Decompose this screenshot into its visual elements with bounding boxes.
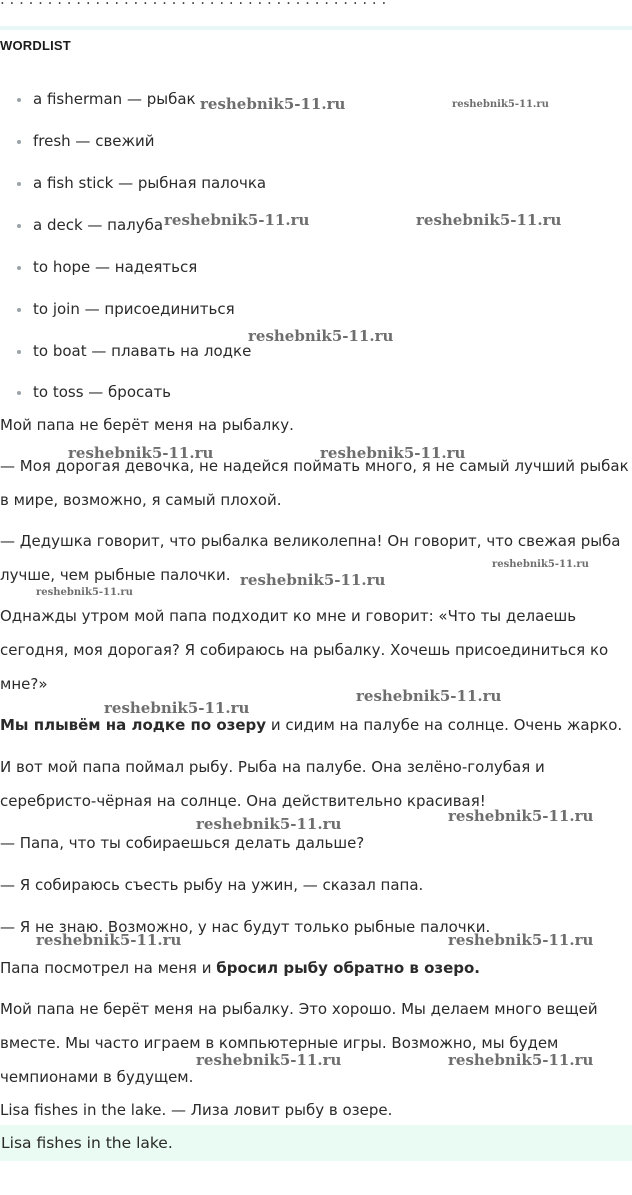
cropped-text-line [0, 0, 632, 4]
watermark-text: reshebnik5-11.ru [36, 587, 133, 598]
story-paragraph [0, 956, 632, 980]
story-paragraph: Мой папа не берёт меня на рыбалку. [0, 416, 294, 434]
wordlist-heading: WORDLIST [0, 38, 71, 53]
story-paragraph: Lisa fishes in the lake. — Лиза ловит рыбу в озере. [0, 1101, 393, 1119]
watermark-text: reshebnik5-11.ru [196, 815, 342, 833]
story-line: И вот мой папа поймал рыбу. Рыба на палубе. Она зелёно-голубая и [0, 758, 545, 776]
story-bold-phrase: Мы плывём на лодке по озеру [0, 716, 267, 734]
watermark-text: reshebnik5-11.ru [196, 1051, 342, 1069]
story-line: сегодня, моя дорогая? Я собираюсь на рыбалку. Хочешь присоединиться ко [0, 641, 609, 659]
watermark-text: reshebnik5-11.ru [240, 571, 386, 589]
story-line: в мире, возможно, я самый плохой. [0, 491, 282, 509]
story-paragraph: — Я не знаю. Возможно, у нас будут только рыбные палочки. [0, 918, 491, 936]
story-line: Папа посмотрел на меня и [0, 959, 217, 977]
watermark-text: reshebnik5-11.ru [492, 559, 589, 570]
story-line: чемпионами в будущем. [0, 1068, 194, 1086]
wordlist-item: a deck — палуба [0, 213, 163, 237]
story-paragraph: — Папа, что ты собираешься делать дальше? [0, 834, 365, 852]
wordlist-item: to join — присоединиться [0, 297, 235, 321]
watermark-text: reshebnik5-11.ru [104, 699, 250, 717]
story-paragraph: — Я собираюсь съесть рыбу на ужин, — сказал папа. [0, 876, 424, 894]
story-line: и сидим на палубе на солнце. Очень жарко. [266, 716, 623, 734]
watermark-text: reshebnik5-11.ru [68, 444, 214, 462]
watermark-text: reshebnik5-11.ru [448, 931, 594, 949]
top-cropped-strip [0, 0, 632, 30]
story-line: Однажды утром мой папа подходит ко мне и говорит: «Что ты делаешь [0, 607, 577, 625]
wordlist-item: a fish stick — рыбная палочка [0, 171, 266, 195]
wordlist-item: to toss — бросать [0, 380, 171, 404]
watermark-text: reshebnik5-11.ru [416, 211, 562, 229]
story-paragraph [0, 750, 632, 818]
story-paragraph [0, 524, 632, 592]
story-paragraph [0, 992, 632, 1094]
watermark-text: reshebnik5-11.ru [36, 931, 182, 949]
story-paragraph [0, 449, 632, 517]
story-line: — Дедушка говорит, что рыбалка великолепна! Он говорит, что свежая рыба [0, 532, 621, 550]
watermark-text: reshebnik5-11.ru [448, 807, 594, 825]
watermark-text: reshebnik5-11.ru [356, 687, 502, 705]
watermark-text: reshebnik5-11.ru [452, 99, 549, 110]
story-line: серебристо-чёрная на солнце. Она действительно красивая! [0, 792, 486, 810]
story-paragraph [0, 599, 632, 701]
story-bold-phrase: бросил рыбу обратно в озеро. [216, 959, 481, 977]
answer-highlight: Lisa fishes in the lake. [0, 1125, 632, 1161]
story-line: мне?» [0, 675, 48, 693]
wordlist-item: to boat — плавать на лодке [0, 339, 251, 363]
wordlist-item: a fisherman — рыбак [0, 87, 196, 111]
watermark-text: reshebnik5-11.ru [248, 327, 394, 345]
watermark-text: reshebnik5-11.ru [164, 211, 310, 229]
watermark-text: reshebnik5-11.ru [448, 1051, 594, 1069]
wordlist-item: fresh — свежий [0, 129, 155, 153]
watermark-text: reshebnik5-11.ru [200, 95, 346, 113]
story-line: Мой папа не берёт меня на рыбалку. Это хорошо. Мы делаем много вещей [0, 1000, 598, 1018]
story-line: — Моя дорогая девочка, не надейся поймать много, я не самый лучший рыбак [0, 457, 629, 475]
story-line: лучше, чем рыбные палочки. [0, 566, 231, 584]
wordlist-item: to hope — надеяться [0, 255, 197, 279]
story-paragraph [0, 708, 632, 742]
story-line: вместе. Мы часто играем в компьютерные игры. Возможно, мы будем [0, 1034, 559, 1052]
watermark-text: reshebnik5-11.ru [320, 444, 466, 462]
